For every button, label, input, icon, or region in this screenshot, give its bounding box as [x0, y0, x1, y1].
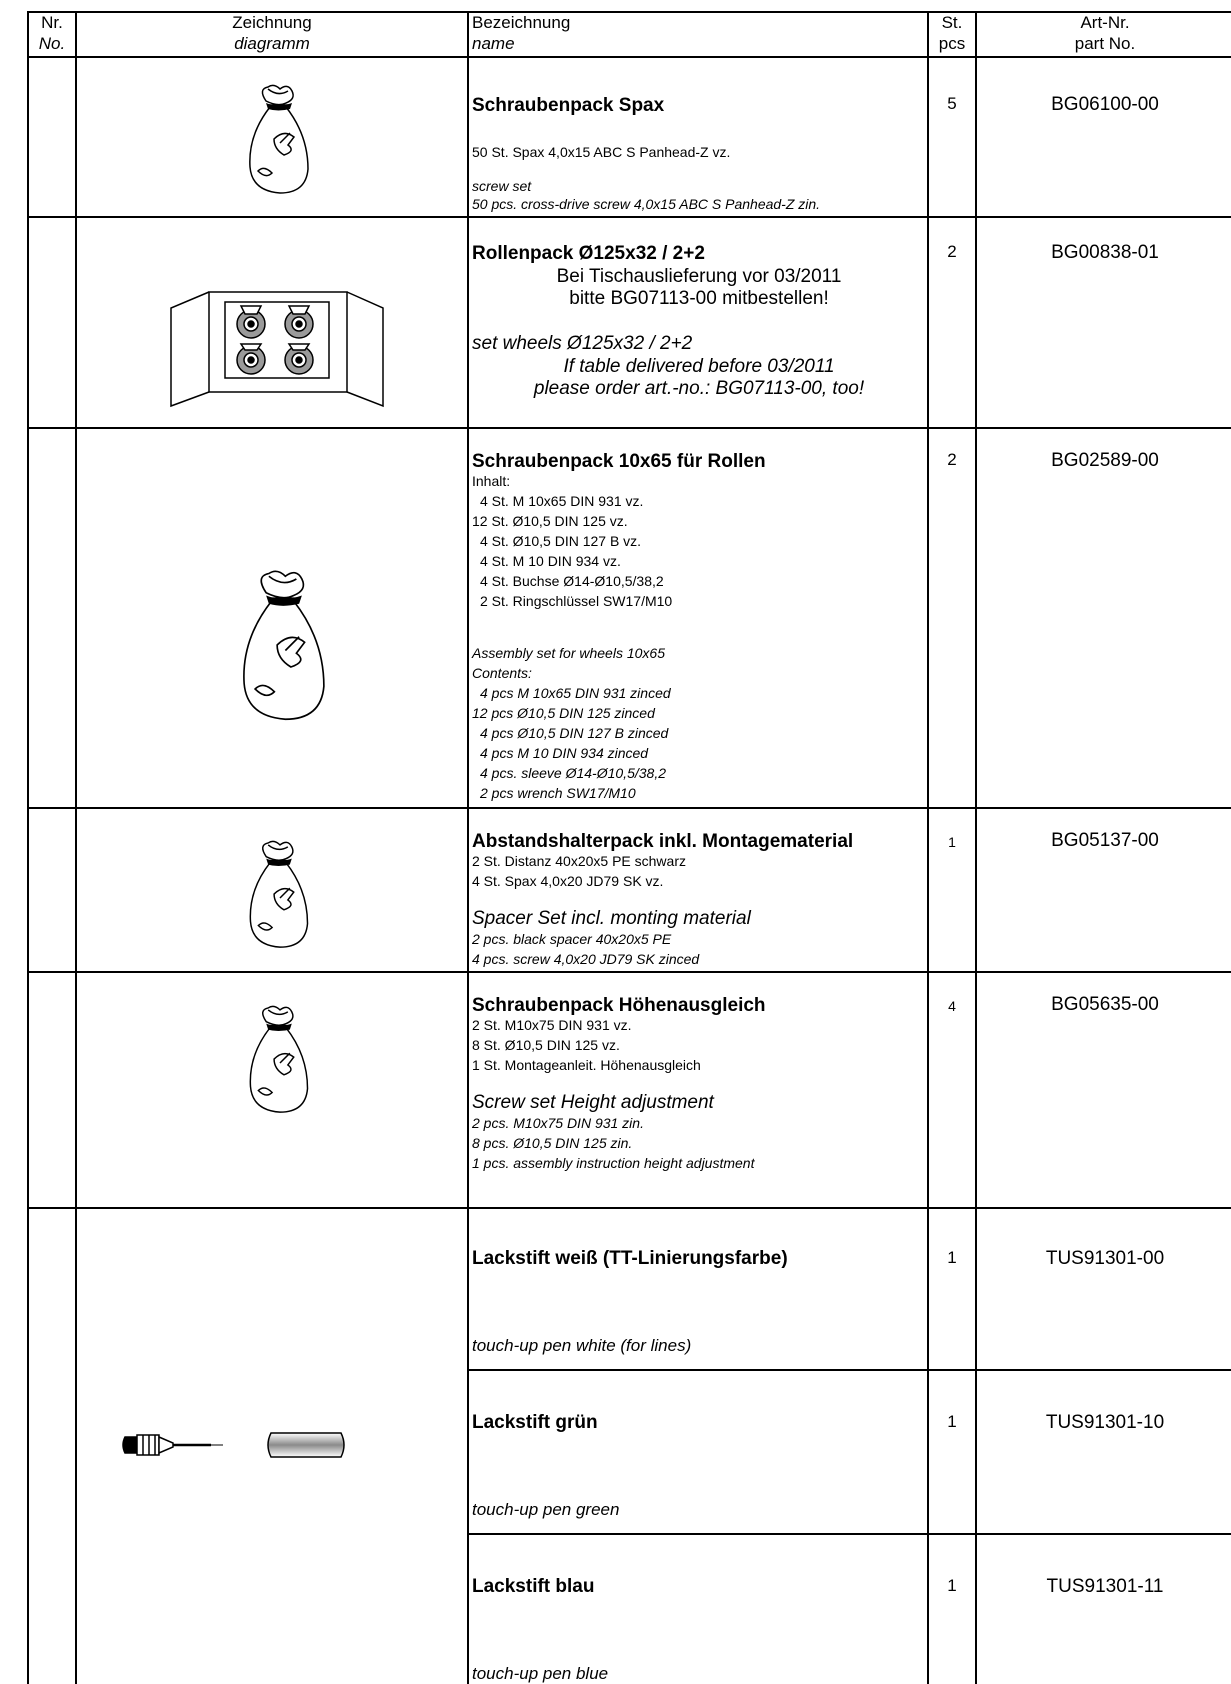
row-text: 8 St. Ø10,5 DIN 125 vz. [472, 1037, 620, 1053]
row-title: Lackstift weiß (TT-Linierungsfarbe) [472, 1248, 788, 1269]
row-text: 4 St. Ø10,5 DIN 127 B vz. [480, 533, 642, 549]
row-text: Assembly set for wheels 10x65 [472, 645, 665, 661]
header-name: Bezeichnung [472, 13, 571, 32]
row-text: 2 pcs. M10x75 DIN 931 zin. [472, 1115, 644, 1131]
column-divider [75, 13, 77, 1684]
row-text: Screw set Height adjustment [472, 1092, 714, 1113]
row-text: 2 St. Ringschlüssel SW17/M10 [480, 593, 673, 609]
row-qty: 2 [947, 242, 957, 261]
row-title: Schraubenpack Höhenausgleich [472, 995, 766, 1016]
row-title: Lackstift blau [472, 1576, 595, 1597]
bag-icon [244, 839, 314, 957]
row-art-no: BG00838-01 [1051, 242, 1159, 263]
row-art-no: TUS91301-00 [1045, 1248, 1165, 1269]
header-name-en: name [472, 34, 515, 53]
row-divider [29, 1207, 1231, 1209]
row-text: touch-up pen green [472, 1500, 620, 1519]
header-art-en: part No. [1074, 34, 1136, 53]
row-text: 1 St. Montageanleit. Höhenausgleich [472, 1057, 701, 1073]
row-title: Schraubenpack Spax [472, 95, 665, 116]
wheel-box-icon [169, 278, 389, 408]
header-drawing-en: diagramm [234, 34, 310, 53]
row-title: Schraubenpack 10x65 für Rollen [472, 451, 766, 472]
row-text: please order art.-no.: BG07113-00, too! [533, 378, 865, 399]
row-divider [29, 427, 1231, 429]
row-art-no: BG05635-00 [1051, 994, 1159, 1015]
row-text: 8 pcs. Ø10,5 DIN 125 zin. [472, 1135, 633, 1151]
row-art-no: TUS91301-10 [1045, 1412, 1165, 1433]
row-text: 4 pcs Ø10,5 DIN 127 B zinced [480, 725, 669, 741]
row-text: 4 pcs. sleeve Ø14-Ø10,5/38,2 [480, 765, 666, 781]
row-text: 12 St. Ø10,5 DIN 125 vz. [472, 513, 628, 529]
row-text: 1 pcs. assembly instruction height adjustment [472, 1155, 755, 1171]
row-qty: 1 [947, 1248, 957, 1267]
row-title: Abstandshalterpack inkl. Montagematerial [472, 831, 854, 852]
row-text: Spacer Set incl. monting material [472, 908, 751, 929]
bag-icon [244, 83, 314, 203]
row-text: 2 St. Distanz 40x20x5 PE schwarz [472, 853, 686, 869]
row-text: 12 pcs Ø10,5 DIN 125 zinced [472, 705, 655, 721]
row-text: 4 pcs M 10x65 DIN 931 zinced [480, 685, 671, 701]
row-text: 4 pcs M 10 DIN 934 zinced [480, 745, 649, 761]
row-text: 4 St. M 10x65 DIN 931 vz. [480, 493, 644, 509]
row-art-no: BG06100-00 [1051, 94, 1159, 115]
bag-icon [244, 1004, 314, 1122]
row-title: Lackstift grün [472, 1412, 598, 1433]
row-divider [467, 1533, 1231, 1535]
row-divider [467, 1369, 1231, 1371]
row-divider [29, 971, 1231, 973]
bag-icon [234, 568, 334, 733]
row-text: 4 pcs. screw 4,0x20 JD79 SK zinced [472, 951, 700, 967]
row-divider [29, 56, 1231, 58]
row-text: 4 St. M 10 DIN 934 vz. [480, 553, 621, 569]
row-qty: 1 [948, 834, 956, 850]
row-divider [29, 216, 1231, 218]
column-divider [467, 13, 469, 1684]
header-art: Art-Nr. [1080, 13, 1130, 32]
header-drawing: Zeichnung [232, 13, 312, 32]
touch-up-pen-icon [119, 1425, 429, 1465]
row-text: Inhalt: [472, 473, 511, 489]
header-qty-en: pcs [938, 34, 966, 53]
header-nr: Nr. [41, 13, 63, 32]
row-text: Contents: [472, 665, 532, 681]
row-art-no: BG05137-00 [1051, 830, 1159, 851]
row-qty: 5 [947, 94, 957, 113]
header-nr-en: No. [38, 34, 66, 53]
row-text: 50 St. Spax 4,0x15 ABC S Panhead-Z vz. [472, 144, 731, 160]
row-art-no: TUS91301-11 [1046, 1576, 1164, 1597]
row-text: 4 St. Buchse Ø14-Ø10,5/38,2 [480, 573, 664, 589]
row-text: 2 pcs. black spacer 40x20x5 PE [472, 931, 672, 947]
row-qty: 1 [947, 1412, 957, 1431]
row-text: touch-up pen blue [472, 1664, 609, 1683]
row-title: Rollenpack Ø125x32 / 2+2 [472, 243, 705, 264]
row-text: If table delivered before 03/2011 [563, 356, 835, 377]
row-divider [29, 807, 1231, 809]
parts-list-table [27, 11, 1231, 1684]
row-text: 2 St. M10x75 DIN 931 vz. [472, 1017, 632, 1033]
row-qty: 1 [947, 1576, 957, 1595]
row-text: screw set [472, 178, 532, 194]
row-text: touch-up pen white (for lines) [472, 1336, 692, 1355]
row-text: bitte BG07113-00 mitbestellen! [569, 288, 829, 309]
row-text: 2 pcs wrench SW17/M10 [480, 785, 636, 801]
row-text: 4 St. Spax 4,0x20 JD79 SK vz. [472, 873, 664, 889]
row-text: Bei Tischauslieferung vor 03/2011 [556, 266, 842, 287]
row-text: 50 pcs. cross-drive screw 4,0x15 ABC S Panhead-Z zin. [472, 196, 821, 212]
row-art-no: BG02589-00 [1051, 450, 1159, 471]
row-qty: 2 [947, 450, 957, 469]
row-qty: 4 [948, 998, 956, 1014]
header-qty: St. [941, 13, 963, 32]
row-text: set wheels Ø125x32 / 2+2 [472, 333, 693, 354]
